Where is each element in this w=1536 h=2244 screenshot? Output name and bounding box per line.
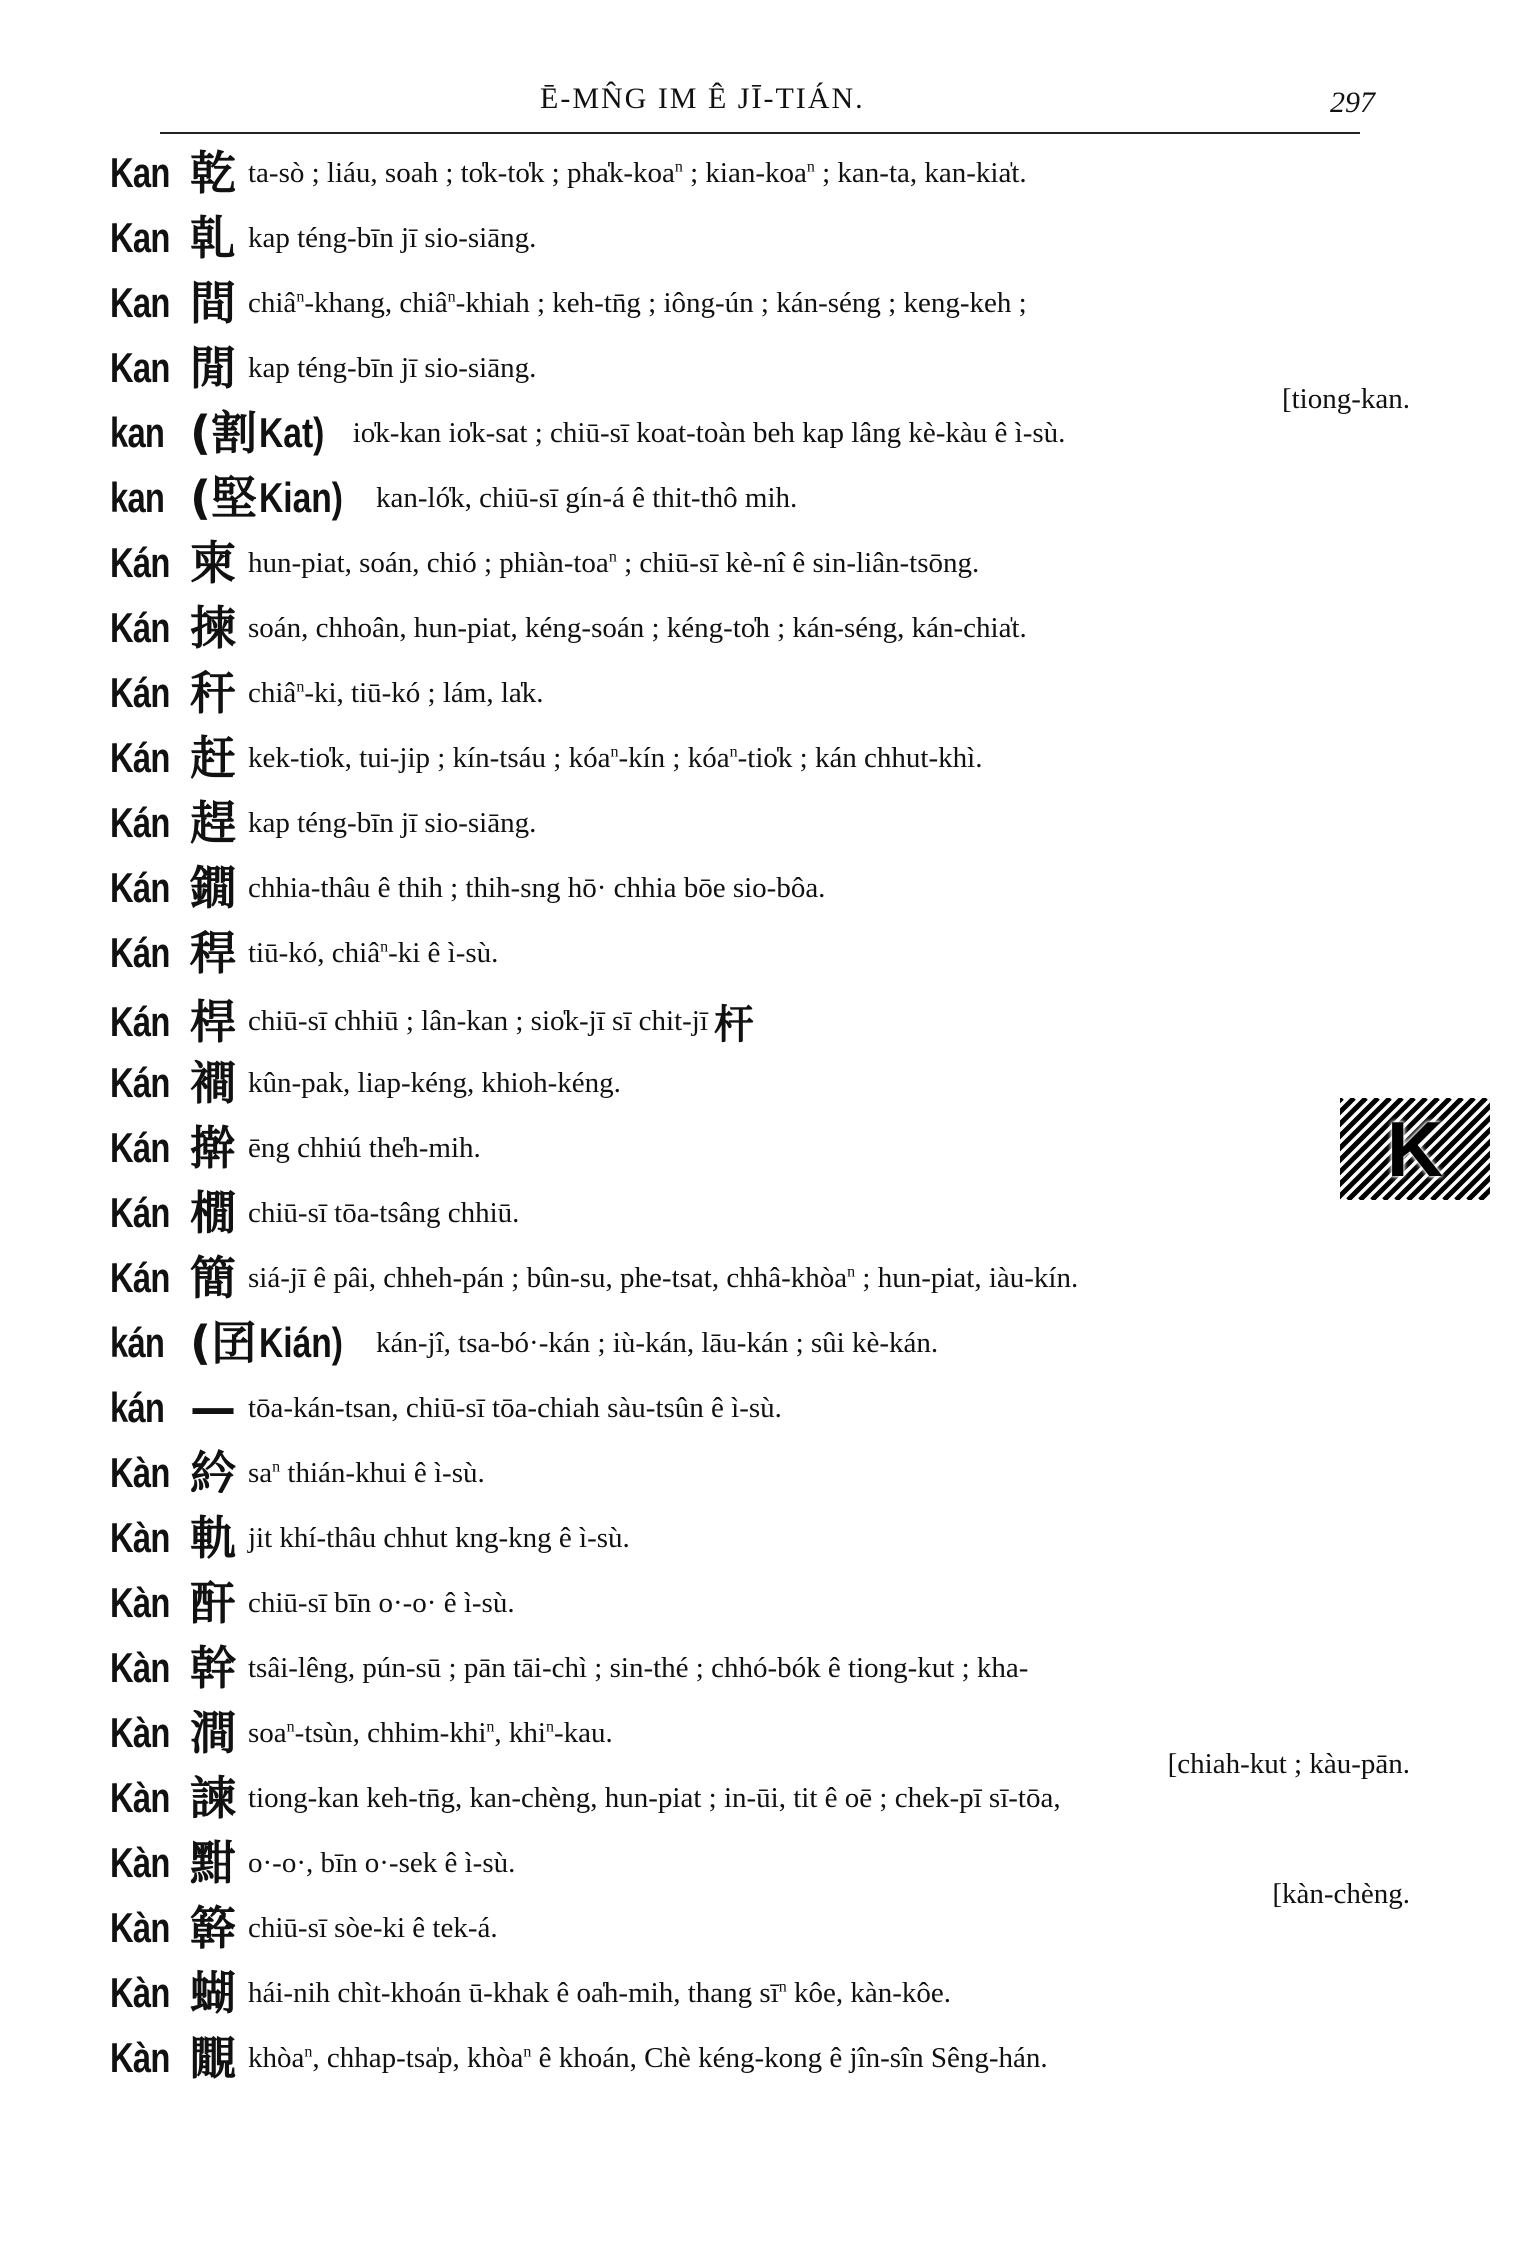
entry-gloss: chiâ$^n$-ki, tiū-kó ; lám, la̍k. <box>248 676 544 709</box>
entry-headword: Kán <box>110 1124 170 1171</box>
page-number: 297 <box>1330 86 1375 119</box>
entry-gloss: $sa^n$ thián-khui ê ì-sù. <box>248 1456 485 1489</box>
entry-gloss: soán, chhoân, hun-piat, kéng-soán ; kéng-to̍h ; kán-séng, kán-chia̍t. <box>248 611 1027 644</box>
entry-character: 襇 <box>190 1056 236 1110</box>
entry-headword: Kàn <box>110 1839 170 1886</box>
entry-continuation: [kàn-chèng. <box>1272 1878 1410 1910</box>
entry-character: 乾 <box>190 146 236 200</box>
entry-character: 蝴 <box>190 1966 236 2020</box>
dictionary-entry <box>110 603 1410 668</box>
entry-headword: Kàn <box>110 1579 170 1626</box>
entry-character: 趕 <box>190 796 236 850</box>
dictionary-entry <box>110 1123 1410 1188</box>
entry-character: 閒 <box>190 341 236 395</box>
entry-character: 軌 <box>190 1511 236 1565</box>
entry-continuation: [chiah-kut ; kàu-pān. <box>1167 1748 1410 1780</box>
dictionary-entry <box>110 408 1410 473</box>
dictionary-entry <box>110 1773 1410 1838</box>
entry-character: 間 <box>190 276 236 330</box>
dictionary-entry <box>110 1968 1410 2033</box>
entry-character: 紟 <box>190 1446 236 1500</box>
dictionary-entry <box>110 1643 1410 1708</box>
dictionary-entry <box>110 1448 1410 1513</box>
dictionary-entry <box>110 473 1410 538</box>
entry-cross-reference: Kián) <box>259 1319 344 1366</box>
entry-gloss: chiâ$^n$-khang, chiâ$^n$-khiah ; keh-tn̄g ; iông-ún ; kán-séng ; keng-keh ; <box>248 286 1027 319</box>
dictionary-entry <box>110 993 1410 1058</box>
dictionary-entry <box>110 1318 1410 1383</box>
entry-character: (囝 <box>190 1316 258 1370</box>
dictionary-entry <box>110 1706 1410 1780</box>
entry-character: 幹 <box>190 1641 236 1695</box>
dictionary-entry <box>110 928 1410 993</box>
entry-character: (割 <box>190 406 258 460</box>
entry-gloss: kán-jî, tsa-bó·-kán ; iù-kán, lāu-kán ; sûi kè-kán. <box>376 1326 939 1359</box>
entry-headword: Kán <box>110 864 170 911</box>
entry-character: 簡 <box>190 1251 236 1305</box>
entry-character: 黚 <box>190 1836 236 1890</box>
entry-headword: Kán <box>110 1254 170 1301</box>
entry-gloss: chiū-sī chhiū ; lân-kan ; sio̍k-jī sī chit-jī <box>248 1005 708 1037</box>
entry-gloss: jit khí-thâu chhut kng-kng ê ì-sù. <box>248 1521 630 1554</box>
dictionary-entry <box>110 1383 1410 1448</box>
dictionary-entry <box>110 798 1410 863</box>
thumb-tab-letter: K <box>1386 1105 1444 1193</box>
entry-headword: Kán <box>110 734 170 781</box>
page-header <box>160 72 1375 136</box>
thumb-index-tab <box>1340 1098 1490 1200</box>
entry-inline-character: 杆 <box>713 1002 754 1048</box>
dictionary-entry <box>110 1836 1410 1910</box>
entry-character: 諫 <box>190 1771 236 1825</box>
entry-gloss: chhia-thâu ê thih ; thih-sng hō· chhia bōe sio-bôa. <box>248 871 826 904</box>
entry-headword: Kan <box>110 344 170 391</box>
entry-character: 簳 <box>190 1901 236 1955</box>
dictionary-entry <box>110 538 1410 603</box>
entry-gloss: hun-piat, soán, chió ; phiàn-toa$^n$ ; chiū-sī kè-nî ê sin-liân-tsōng. <box>248 546 980 579</box>
dictionary-entry <box>110 1903 1410 1968</box>
entry-headword: Kàn <box>110 1969 170 2016</box>
entry-headword: Kán <box>110 1059 170 1106</box>
entry-gloss: ta-sò ; liáu, soah ; to̍k-to̍k ; pha̍k-koa$^n$ ; kian-koa$^n$ ; kan-ta, kan-kia̍t. <box>248 156 1027 189</box>
entry-headword: Kán <box>110 669 170 716</box>
entry-continuation: [tiong-kan. <box>1281 383 1410 415</box>
entry-headword: Kàn <box>110 2034 170 2081</box>
dictionary-entry <box>110 1513 1410 1578</box>
entry-headword: Kan <box>110 149 170 196</box>
entry-gloss: io̍k-kan io̍k-sat ; chiū-sī koat-toàn beh kap lâng kè-kàu ê ì-sù. <box>352 416 1066 449</box>
entry-character: (堅 <box>190 471 258 525</box>
entry-character: 覵 <box>190 2031 236 2085</box>
entry-character: 稈 <box>190 926 236 980</box>
dictionary-entry <box>110 668 1410 733</box>
entry-headword: Kan <box>110 214 170 261</box>
entry-character: 赶 <box>190 731 236 785</box>
entry-list <box>110 148 1410 2098</box>
entry-gloss: kan-ló̍k, chiū-sī gín-á ê thit-thô mih. <box>376 481 798 514</box>
dictionary-entry <box>110 1188 1410 1253</box>
entry-gloss: tsâi-lêng, pún-sū ; pān tāi-chì ; sin-thé ; chhó-bók ê tiong-kut ; kha- <box>248 1651 1029 1684</box>
entry-cross-reference: Kian) <box>259 474 344 521</box>
dictionary-entry <box>110 733 1410 798</box>
dictionary-entry <box>110 2033 1410 2098</box>
entry-gloss: tōa-kán-tsan, chiū-sī tōa-chiah sàu-tsûn ê ì-sù. <box>248 1391 782 1424</box>
dictionary-entry <box>110 148 1410 213</box>
entry-character: 擀 <box>190 1121 236 1175</box>
entry-character: 澗 <box>190 1706 236 1760</box>
entry-headword: Kàn <box>110 1644 170 1691</box>
entry-headword: Kàn <box>110 1709 170 1756</box>
running-title: Ē-MN̂G IM Ê JĪ-TIÁN. <box>540 82 865 115</box>
dictionary-entry <box>110 1058 1410 1123</box>
dictionary-entry <box>110 278 1410 343</box>
entry-character: 秆 <box>190 666 236 720</box>
entry-headword: Kàn <box>110 1904 170 1951</box>
entry-gloss: kûn-pak, liap-kéng, khioh-kéng. <box>248 1066 621 1099</box>
entry-headword: kan <box>110 474 165 521</box>
entry-gloss: kap téng-bīn jī sio-siāng. <box>248 806 537 839</box>
entry-headword: Kàn <box>110 1774 170 1821</box>
entry-gloss: soa$^n$-tsùn, chhim-khi$^n$, khi$^n$-kau. <box>248 1716 613 1749</box>
dictionary-entry <box>110 1578 1410 1643</box>
entry-gloss: tiong-kan keh-tn̄g, kan-chèng, hun-piat ; in-ūi, tit ê oē ; chek-pī sī-tōa, <box>248 1781 1061 1814</box>
entry-headword: Kán <box>110 997 170 1045</box>
entry-headword: Kán <box>110 929 170 976</box>
entry-character: 揀 <box>190 601 236 655</box>
entry-gloss: kek-tio̍k, tui-jip ; kín-tsáu ; kóa$^n$-kín ; kóa$^n$-tio̍k ; kán chhut-khì. <box>248 741 983 774</box>
entry-gloss: kap téng-bīn jī sio-siāng. <box>248 221 537 254</box>
entry-headword: Kán <box>110 539 170 586</box>
entry-gloss: khòa$^n$, chhap-tsa̍p, khòa$^n$ ê khoán, Chè kéng-kong ê jîn-sîn Sêng-hán. <box>248 2041 1048 2074</box>
entry-gloss: chiū-sī tōa-tsâng chhiū. <box>248 1196 520 1229</box>
entry-headword: kán <box>110 1319 165 1366</box>
entry-headword: kan <box>110 409 165 456</box>
entry-headword: Kán <box>110 799 170 846</box>
entry-character: — <box>190 1381 236 1435</box>
entry-gloss: ēng chhiú the̍h-mih. <box>248 1131 481 1164</box>
entry-headword: Kàn <box>110 1514 170 1561</box>
dictionary-entry <box>110 213 1410 278</box>
entry-gloss: hái-nih chìt-khoán ū-khak ê oa̍h-mih, thang $sī^n$ kôe, kàn-kôe. <box>248 1976 952 2009</box>
entry-character: 酐 <box>190 1576 236 1630</box>
entry-gloss: siá-jī ê pâi, chheh-pán ; bûn-su, phe-tsat, chhâ-khòa$^n$ ; hun-piat, iàu-kín. <box>248 1261 1079 1294</box>
entry-gloss: kap téng-bīn jī sio-siāng. <box>248 351 537 384</box>
dictionary-entry <box>110 863 1410 928</box>
dictionary-entry <box>110 1253 1410 1318</box>
entry-character: 桿 <box>190 994 236 1049</box>
entry-headword: Kan <box>110 279 170 326</box>
entry-gloss: chiū-sī bīn o·-o· ê ì-sù. <box>248 1586 515 1619</box>
entry-gloss: chiū-sī sòe-ki ê tek-á. <box>248 1911 498 1944</box>
entry-character: 鐗 <box>190 861 236 915</box>
entry-character: 柬 <box>190 536 236 590</box>
header-rule <box>160 132 1360 134</box>
entry-gloss: tiū-kó, chiâ$^n$-ki ê ì-sù. <box>248 936 499 969</box>
entry-headword: Kán <box>110 1189 170 1236</box>
entry-headword: kán <box>110 1384 165 1431</box>
entry-cross-reference: Kat) <box>259 409 325 456</box>
entry-character: 乹 <box>190 211 236 265</box>
entry-headword: Kán <box>110 604 170 651</box>
entry-gloss: o·-o·, bīn o·-sek ê ì-sù. <box>248 1846 516 1879</box>
dictionary-entry <box>110 341 1410 415</box>
entry-headword: Kàn <box>110 1449 170 1496</box>
entry-character: 橌 <box>190 1186 236 1240</box>
